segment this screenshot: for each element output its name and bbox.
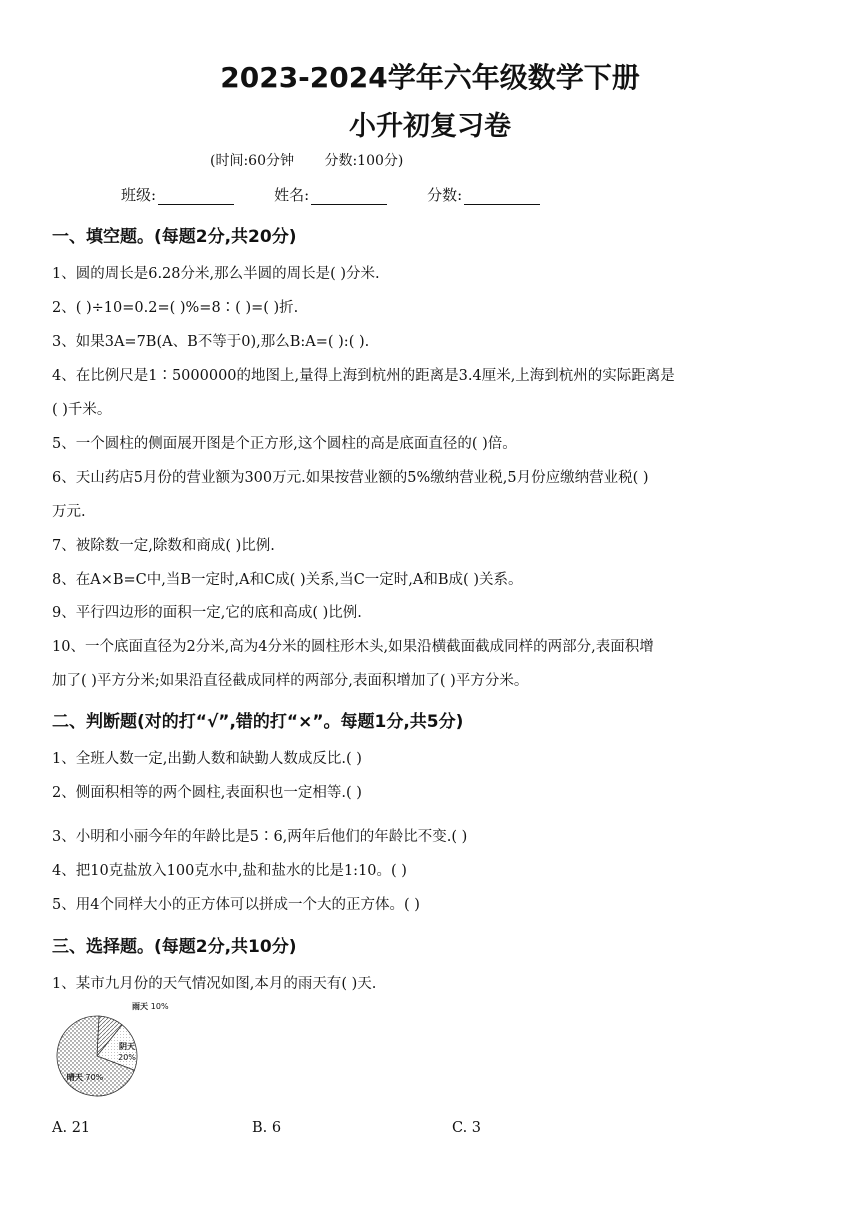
choice-option-c[interactable]: C. 3	[452, 1120, 482, 1136]
fill-q7: 7、被除数一定,除数和商成( )比例.	[52, 538, 275, 554]
choice-option-a[interactable]: A. 21	[52, 1120, 91, 1136]
fill-q6-cont: 万元.	[52, 504, 86, 520]
choice-q1: 1、某市九月份的天气情况如图,本月的雨天有( )天.	[52, 976, 377, 992]
class-field[interactable]: 班级:	[121, 184, 234, 205]
fill-q10: 10、一个底面直径为2分米,高为4分米的圆柱形木头,如果沿横截面截成同样的两部分,表面积增	[52, 639, 654, 655]
judge-q2: 2、侧面积相等的两个圆柱,表面积也一定相等.( )	[52, 785, 362, 801]
student-info	[121, 184, 540, 205]
choice-option-b[interactable]: B. 6	[252, 1120, 282, 1136]
judge-q1: 1、全班人数一定,出勤人数和缺勤人数成反比.( )	[52, 751, 362, 767]
section-judge-title: 二、判断题(对的打“√”,错的打“×”。每题1分,共5分)	[52, 712, 464, 732]
fill-q3: 3、如果3A=7B(A、B不等于0),那么B:A=( ):( ).	[52, 334, 370, 350]
total-score: 分数:100分)	[324, 153, 404, 169]
pie-label-1: 雨天 10%	[132, 1002, 169, 1011]
score-field[interactable]: 分数:	[427, 184, 540, 205]
time-limit: (时间:60分钟	[210, 153, 294, 169]
fill-q5: 5、一个圆柱的侧面展开图是个正方形,这个圆柱的高是底面直径的( )倍。	[52, 436, 517, 452]
judge-q4: 4、把10克盐放入100克水中,盐和盐水的比是1:10。( )	[52, 863, 407, 879]
judge-q3: 3、小明和小丽今年的年龄比是5∶6,两年后他们的年龄比不变.( )	[52, 829, 468, 845]
section-choice-title: 三、选择题。(每题2分,共10分)	[52, 937, 297, 957]
fill-q8: 8、在A×B=C中,当B一定时,A和C成( )关系,当C一定时,A和B成( )关系。	[52, 572, 523, 588]
weather-pie-chart	[50, 1000, 200, 1100]
exam-meta	[210, 150, 429, 170]
fill-q9: 9、平行四边形的面积一定,它的底和高成( )比例.	[52, 605, 362, 621]
judge-q5: 5、用4个同样大小的正方体可以拼成一个大的正方体。( )	[52, 897, 420, 913]
fill-q1: 1、圆的周长是6.28分米,那么半圆的周长是( )分米.	[52, 266, 380, 282]
section-fill-title: 一、填空题。(每题2分,共20分)	[52, 227, 297, 247]
pie-label-3: 晴天 70%	[66, 1073, 104, 1082]
exam-subtitle: 小升初复习卷	[349, 111, 511, 142]
exam-title: 2023-2024学年六年级数学下册	[220, 61, 640, 94]
name-field[interactable]: 姓名:	[274, 184, 387, 205]
fill-q4: 4、在比例尺是1∶5000000的地图上,量得上海到杭州的距离是3.4厘米,上海到杭州的实际距离是	[52, 368, 675, 384]
fill-q10-cont: 加了( )平方分米;如果沿直径截成同样的两部分,表面积增加了( )平方分米。	[52, 673, 529, 689]
fill-q4-cont: ( )千米。	[52, 402, 112, 418]
fill-q6: 6、天山药店5月份的营业额为300万元.如果按营业额的5%缴纳营业税,5月份应缴纳营业税( )	[52, 470, 649, 486]
pie-label-2: 阴天 20%	[118, 1042, 136, 1062]
fill-q2: 2、( )÷10=0.2=( )%=8∶( )=( )折.	[52, 300, 299, 316]
